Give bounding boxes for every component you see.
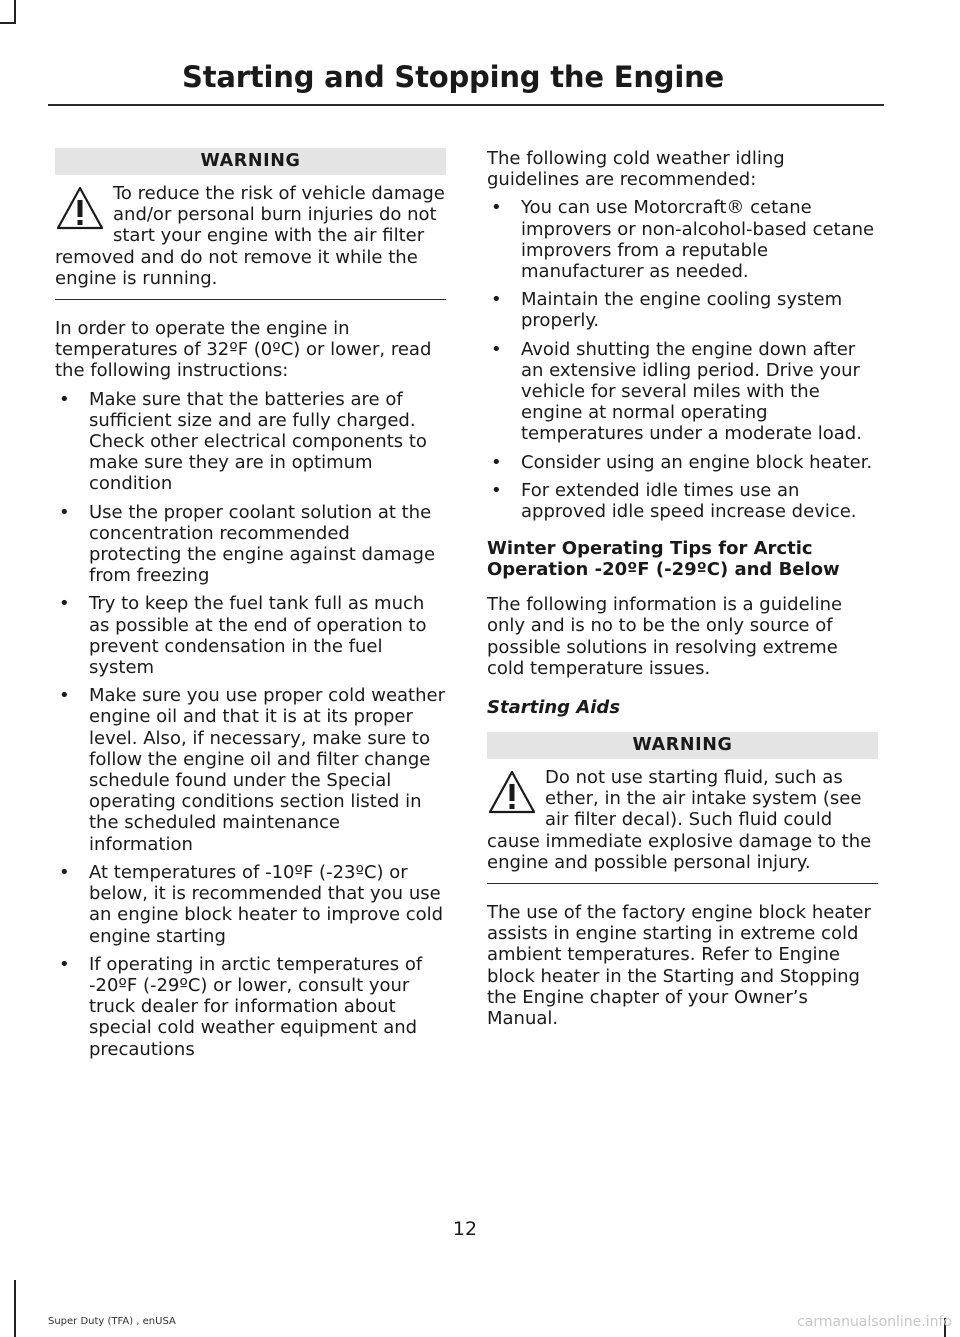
warning-triangle-icon bbox=[55, 185, 105, 233]
crop-mark bbox=[14, 1280, 16, 1337]
warning-header: WARNING bbox=[487, 732, 878, 759]
list-item: • At temperatures of -10ºF (-23ºC) or below, it is recommended that you use an engine block heater to improve cold engine starting bbox=[55, 862, 446, 947]
list-item: • Make sure you use proper cold weather engine oil and that it is at its proper level. Also, if necessary, make sure to follow the engine oil and filter change schedule found under the Special operating conditions section listed in the scheduled maintenance information bbox=[55, 685, 446, 855]
list-item: • For extended idle times use an approved idle speed increase device. bbox=[487, 480, 878, 522]
list-item: • Maintain the engine cooling system properly. bbox=[487, 289, 878, 331]
idling-guidelines-list bbox=[487, 197, 878, 522]
list-item: • If operating in arctic temperatures of -20ºF (-29ºC) or lower, consult your truck dealer for information about special cold weather equipment and precautions bbox=[55, 954, 446, 1060]
warning-box bbox=[487, 767, 878, 884]
right-column bbox=[487, 148, 878, 1029]
footer-text: Super Duty (TFA) , enUSA bbox=[48, 1316, 176, 1327]
page-title: Starting and Stopping the Engine bbox=[182, 60, 724, 94]
header-divider bbox=[48, 104, 884, 106]
list-item: • Consider using an engine block heater. bbox=[487, 452, 878, 473]
list-item: • Try to keep the fuel tank full as much as possible at the end of operation to prevent condensation in the fuel system bbox=[55, 593, 446, 678]
watermark: carmanualsonline.info bbox=[797, 1314, 952, 1330]
list-item: • Make sure that the batteries are of sufficient size and are fully charged. Check other electrical components to make sure they are in optimum condition bbox=[55, 389, 446, 495]
warning-text: Do not use starting fluid, such as ether, in the air intake system (see air filter decal). Such fluid could cause immediate explosive damage to the engine and possible personal injury. bbox=[487, 767, 872, 873]
closing-paragraph: The use of the factory engine block heater assists in engine starting in extreme cold ambient temperatures. Refer to Engine block heater in the Starting and Stopping the Engine chapter of your Owner’s Manual. bbox=[487, 902, 871, 1030]
warning-triangle-icon bbox=[487, 769, 537, 817]
subheading: Starting Aids bbox=[487, 697, 621, 719]
idling-intro: The following cold weather idling guidelines are recommended: bbox=[487, 148, 785, 191]
section-paragraph: The following information is a guideline only and is no to be the only source of possible solutions in resolving extreme cold temperature issues. bbox=[487, 594, 843, 679]
intro-paragraph: In order to operate the engine in temperatures of 32ºF (0ºC) or lower, read the following instructions: bbox=[55, 318, 432, 382]
warning-text: To reduce the risk of vehicle damage and/or personal burn injuries do not start your engine with the air filter removed and do not remove it while the engine is running. bbox=[55, 183, 445, 289]
list-item: • You can use Motorcraft® cetane improvers or non-alcohol-based cetane improvers from a reputable manufacturer as needed. bbox=[487, 197, 878, 282]
warning-box bbox=[55, 183, 446, 300]
list-item: • Use the proper coolant solution at the concentration recommended protecting the engine against damage from freezing bbox=[55, 502, 446, 587]
crop-mark bbox=[14, 0, 16, 22]
left-column bbox=[55, 148, 446, 1060]
section-heading: Winter Operating Tips for Arctic Operation -20ºF (-29ºC) and Below bbox=[487, 538, 840, 581]
warning-header: WARNING bbox=[55, 148, 446, 175]
instruction-list bbox=[55, 389, 446, 1060]
page-number: 12 bbox=[452, 1218, 478, 1240]
list-item: • Avoid shutting the engine down after an extensive idling period. Drive your vehicle for several miles with the engine at normal operating temperatures under a moderate load. bbox=[487, 339, 878, 445]
crop-mark bbox=[0, 22, 16, 24]
